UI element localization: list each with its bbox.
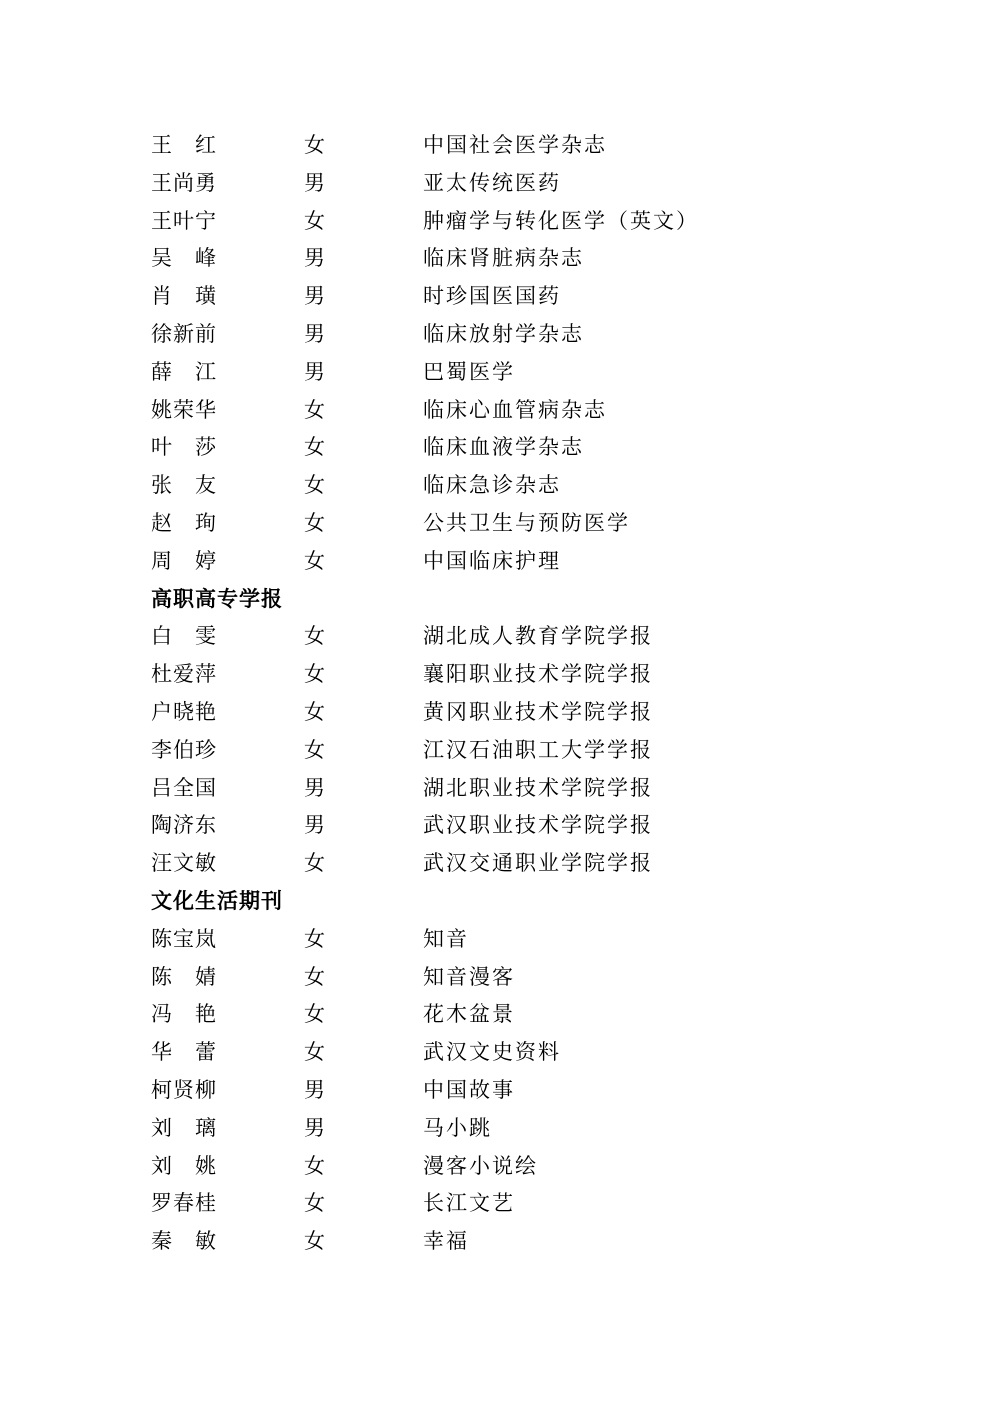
editor-name: 刘 姚 [151, 1153, 217, 1178]
editor-row [151, 1072, 851, 1110]
editor-gender: 男 [304, 284, 325, 309]
journal-title: 湖北成人教育学院学报 [423, 624, 653, 649]
journal-title: 武汉交通职业学院学报 [423, 851, 653, 876]
editor-gender: 女 [304, 133, 325, 157]
editor-gender: 女 [304, 1191, 325, 1216]
editor-row [151, 1185, 851, 1223]
editor-name: 赵 珣 [151, 510, 217, 535]
journal-title: 湖北职业技术学院学报 [423, 775, 653, 800]
editor-name: 李伯珍 [151, 737, 217, 762]
journal-title: 肿瘤学与转化医学（英文） [423, 208, 699, 233]
editor-row [151, 543, 851, 581]
editor-row [151, 656, 851, 694]
journal-title: 临床心血管病杂志 [423, 397, 607, 422]
editor-gender: 女 [304, 510, 325, 535]
editor-gender: 女 [304, 662, 325, 687]
section-heading: 高职高专学报 [151, 586, 283, 611]
editor-row [151, 278, 851, 316]
editor-row [151, 1034, 851, 1072]
journal-title: 中国临床护理 [423, 548, 561, 573]
journal-title: 中国故事 [423, 1077, 515, 1102]
editor-name: 汪文敏 [151, 851, 217, 876]
editor-gender: 女 [304, 473, 325, 498]
editor-name: 肖 璜 [151, 284, 217, 309]
journal-title: 知音 [423, 926, 469, 951]
journal-title: 襄阳职业技术学院学报 [423, 662, 653, 687]
editor-gender: 女 [304, 548, 325, 573]
journal-title: 临床肾脏病杂志 [423, 246, 584, 271]
editor-name: 秦 敏 [151, 1229, 217, 1254]
section-heading: 文化生活期刊 [151, 888, 283, 913]
journal-title: 马小跳 [423, 1115, 492, 1140]
editor-row [151, 845, 851, 883]
editor-row [151, 165, 851, 203]
editor-gender: 男 [304, 246, 325, 271]
editor-row [151, 1110, 851, 1148]
journal-title: 长江文艺 [423, 1191, 515, 1216]
editor-row [151, 429, 851, 467]
editor-name: 柯贤柳 [151, 1077, 217, 1102]
editor-row [151, 732, 851, 770]
editor-name: 户晓艳 [151, 699, 217, 724]
editor-row [151, 316, 851, 354]
editor-name: 叶 莎 [151, 435, 217, 460]
editor-gender: 男 [304, 1115, 325, 1140]
editor-gender: 女 [304, 699, 325, 724]
editor-gender: 女 [304, 926, 325, 951]
journal-title: 漫客小说绘 [423, 1153, 538, 1178]
editor-gender: 女 [304, 737, 325, 762]
editor-name: 周 婷 [151, 548, 217, 573]
editor-gender: 男 [304, 813, 325, 838]
editor-row [151, 127, 851, 165]
editor-name: 罗春桂 [151, 1191, 217, 1216]
editor-row [151, 694, 851, 732]
editor-name: 徐新前 [151, 321, 217, 346]
editor-name: 王 红 [151, 133, 217, 157]
editor-name: 冯 艳 [151, 1002, 217, 1027]
editor-name: 王叶宁 [151, 208, 217, 233]
journal-title: 亚太传统医药 [423, 170, 561, 195]
editor-row [151, 959, 851, 997]
editor-name: 王尚勇 [151, 170, 217, 195]
editor-name: 薛 江 [151, 359, 217, 384]
editor-gender: 男 [304, 1077, 325, 1102]
editor-name: 吴 峰 [151, 246, 217, 271]
journal-title: 时珍国医国药 [423, 284, 561, 309]
editor-gender: 女 [304, 851, 325, 876]
editor-row [151, 505, 851, 543]
editor-gender: 男 [304, 170, 325, 195]
editor-row [151, 467, 851, 505]
journal-title: 武汉文史资料 [423, 1040, 561, 1065]
editor-gender: 女 [304, 1229, 325, 1254]
editor-name: 陶济东 [151, 813, 217, 838]
editor-name: 白 雯 [151, 624, 217, 649]
editor-name: 陈 婧 [151, 964, 217, 989]
journal-title: 幸福 [423, 1229, 469, 1254]
editor-gender: 男 [304, 359, 325, 384]
editor-gender: 女 [304, 1002, 325, 1027]
journal-title: 公共卫生与预防医学 [423, 510, 630, 535]
editor-row [151, 203, 851, 241]
document-body [151, 127, 851, 1261]
journal-title: 花木盆景 [423, 1002, 515, 1027]
journal-title: 武汉职业技术学院学报 [423, 813, 653, 838]
editor-name: 姚荣华 [151, 397, 217, 422]
editor-gender: 男 [304, 775, 325, 800]
journal-title: 中国社会医学杂志 [423, 133, 607, 157]
editor-row [151, 354, 851, 392]
editor-gender: 女 [304, 964, 325, 989]
editor-gender: 女 [304, 624, 325, 649]
editor-row [151, 240, 851, 278]
editor-row [151, 392, 851, 430]
editor-gender: 女 [304, 397, 325, 422]
journal-title: 临床血液学杂志 [423, 435, 584, 460]
editor-row [151, 1148, 851, 1186]
editor-name: 华 蕾 [151, 1040, 217, 1065]
editor-name: 陈宝岚 [151, 926, 217, 951]
editor-gender: 男 [304, 321, 325, 346]
editor-gender: 女 [304, 435, 325, 460]
journal-title: 临床急诊杂志 [423, 473, 561, 498]
journal-title: 临床放射学杂志 [423, 321, 584, 346]
editor-row [151, 618, 851, 656]
editor-gender: 女 [304, 208, 325, 233]
journal-title: 江汉石油职工大学学报 [423, 737, 653, 762]
editor-row [151, 921, 851, 959]
editor-name: 杜爱萍 [151, 662, 217, 687]
editor-row [151, 996, 851, 1034]
journal-title: 黄冈职业技术学院学报 [423, 699, 653, 724]
editor-gender: 女 [304, 1153, 325, 1178]
editor-name: 刘 璃 [151, 1115, 217, 1140]
editor-row [151, 1223, 851, 1261]
editor-gender: 女 [304, 1040, 325, 1065]
journal-title: 巴蜀医学 [423, 359, 515, 384]
editor-name: 张 友 [151, 473, 217, 498]
editor-row [151, 807, 851, 845]
editor-row [151, 770, 851, 808]
journal-title: 知音漫客 [423, 964, 515, 989]
editor-name: 吕全国 [151, 775, 217, 800]
